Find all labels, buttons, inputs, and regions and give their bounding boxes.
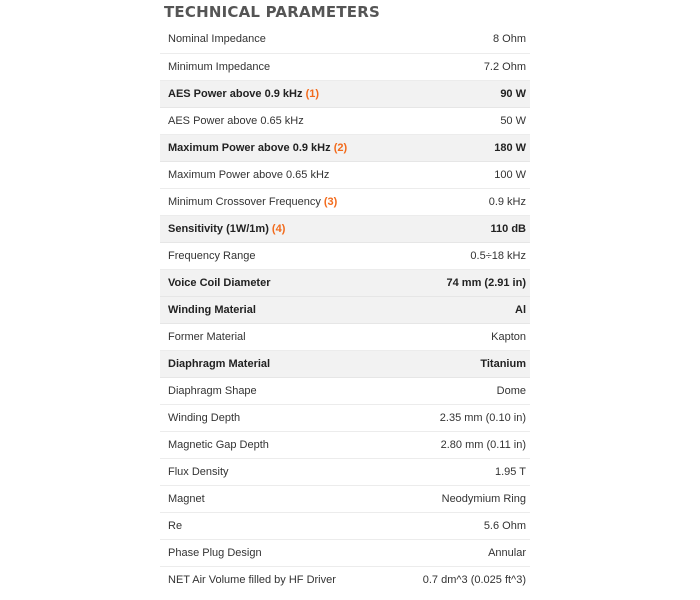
parameters-table-body bbox=[160, 26, 530, 593]
parameter-label: Winding Material bbox=[168, 303, 256, 316]
parameter-value: 180 W bbox=[391, 134, 530, 161]
footnote-reference: (4) bbox=[271, 222, 286, 235]
parameter-label-cell bbox=[160, 188, 391, 215]
table-row bbox=[160, 566, 530, 593]
footnote-reference: (3) bbox=[323, 195, 338, 208]
parameter-value: Neodymium Ring bbox=[391, 485, 530, 512]
parameter-label: Magnet bbox=[168, 492, 205, 505]
parameter-value: 5.6 Ohm bbox=[391, 512, 530, 539]
parameter-label-cell bbox=[160, 485, 391, 512]
parameter-value: Kapton bbox=[391, 323, 530, 350]
parameter-label: Maximum Power above 0.9 kHz bbox=[168, 141, 331, 154]
parameter-label-cell bbox=[160, 161, 391, 188]
parameter-label-cell bbox=[160, 242, 391, 269]
parameter-label: Former Material bbox=[168, 330, 246, 343]
parameter-label: Winding Depth bbox=[168, 411, 241, 424]
technical-parameters-section bbox=[160, 0, 530, 593]
table-row bbox=[160, 512, 530, 539]
parameter-label: Re bbox=[168, 519, 183, 532]
table-row bbox=[160, 431, 530, 458]
parameter-label-cell bbox=[160, 431, 391, 458]
parameter-label: Flux Density bbox=[168, 465, 229, 478]
parameter-label: AES Power above 0.65 kHz bbox=[168, 114, 304, 127]
parameter-value: 2.35 mm (0.10 in) bbox=[391, 404, 530, 431]
table-row bbox=[160, 26, 530, 53]
parameter-value: Dome bbox=[391, 377, 530, 404]
parameter-label-cell bbox=[160, 323, 391, 350]
table-row bbox=[160, 458, 530, 485]
parameter-label: Minimum Crossover Frequency bbox=[168, 195, 321, 208]
table-row bbox=[160, 188, 530, 215]
parameter-label: NET Air Volume filled by HF Driver bbox=[168, 573, 336, 586]
table-row bbox=[160, 80, 530, 107]
parameter-label-cell bbox=[160, 512, 391, 539]
table-row bbox=[160, 134, 530, 161]
parameter-value: 2.80 mm (0.11 in) bbox=[391, 431, 530, 458]
parameter-label-cell bbox=[160, 134, 391, 161]
section-title: TECHNICAL PARAMETERS bbox=[164, 3, 380, 21]
table-row bbox=[160, 215, 530, 242]
table-row bbox=[160, 323, 530, 350]
parameter-value: 74 mm (2.91 in) bbox=[391, 269, 530, 296]
table-row bbox=[160, 350, 530, 377]
parameter-value: 0.9 kHz bbox=[391, 188, 530, 215]
parameter-label-cell bbox=[160, 296, 391, 323]
parameter-label: Diaphragm Shape bbox=[168, 384, 257, 397]
footnote-reference: (2) bbox=[333, 141, 348, 154]
parameter-value: Al bbox=[391, 296, 530, 323]
parameter-label: Phase Plug Design bbox=[168, 546, 262, 559]
parameter-label: Magnetic Gap Depth bbox=[168, 438, 269, 451]
parameter-label-cell bbox=[160, 404, 391, 431]
parameter-label: Maximum Power above 0.65 kHz bbox=[168, 168, 330, 181]
parameter-label-cell bbox=[160, 350, 391, 377]
table-row bbox=[160, 53, 530, 80]
parameter-value: 0.7 dm^3 (0.025 ft^3) bbox=[422, 573, 526, 586]
parameter-label: Sensitivity (1W/1m) bbox=[168, 222, 269, 235]
table-row bbox=[160, 485, 530, 512]
parameter-value: 7.2 Ohm bbox=[391, 53, 530, 80]
parameter-label-cell bbox=[160, 377, 391, 404]
parameter-label: Nominal Impedance bbox=[168, 33, 266, 46]
parameter-label: Minimum Impedance bbox=[168, 60, 271, 73]
parameter-value: 50 W bbox=[391, 107, 530, 134]
table-row bbox=[160, 161, 530, 188]
parameter-label-cell bbox=[160, 107, 391, 134]
parameter-label-cell bbox=[160, 458, 391, 485]
parameter-label: Voice Coil Diameter bbox=[168, 276, 271, 289]
parameter-label-cell bbox=[160, 269, 391, 296]
table-row bbox=[160, 269, 530, 296]
parameters-table bbox=[160, 26, 530, 593]
parameter-label: AES Power above 0.9 kHz bbox=[168, 87, 303, 100]
parameter-value: 1.95 T bbox=[391, 458, 530, 485]
parameter-label-cell bbox=[160, 80, 391, 107]
parameter-value: Annular bbox=[391, 539, 530, 566]
parameter-value: Titanium bbox=[391, 350, 530, 377]
table-row bbox=[160, 539, 530, 566]
footnote-reference: (1) bbox=[305, 87, 320, 100]
parameter-value: 90 W bbox=[391, 80, 530, 107]
parameter-label-cell bbox=[160, 26, 391, 53]
parameter-label-cell bbox=[160, 53, 391, 80]
parameter-value: 8 Ohm bbox=[391, 26, 530, 53]
table-row bbox=[160, 242, 530, 269]
parameter-label: Diaphragm Material bbox=[168, 357, 271, 370]
parameter-value: 100 W bbox=[391, 161, 530, 188]
parameter-label-cell bbox=[160, 215, 391, 242]
table-row bbox=[160, 296, 530, 323]
table-row bbox=[160, 377, 530, 404]
parameter-label-cell bbox=[160, 566, 391, 593]
parameter-value: 0.5÷18 kHz bbox=[391, 242, 530, 269]
parameter-label-cell bbox=[160, 539, 391, 566]
table-row bbox=[160, 107, 530, 134]
parameter-label: Frequency Range bbox=[168, 249, 256, 262]
table-row bbox=[160, 404, 530, 431]
parameter-value: 110 dB bbox=[391, 215, 530, 242]
